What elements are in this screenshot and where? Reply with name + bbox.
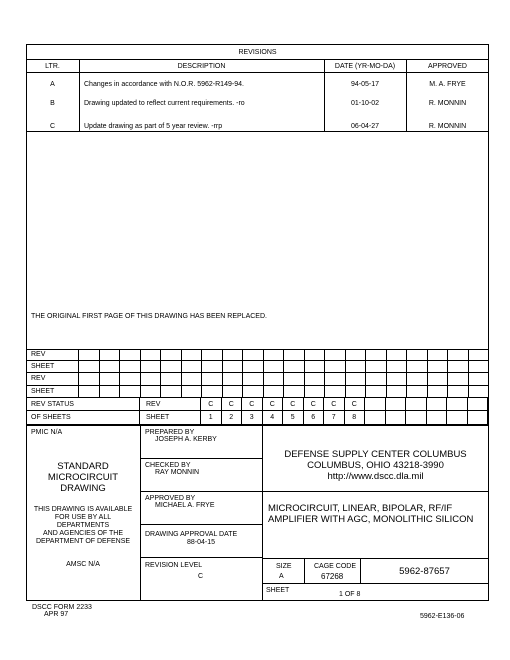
revisions-divider	[26, 59, 489, 60]
revision-level-label: REVISION LEVEL	[145, 562, 203, 569]
rev-status-cell: C	[222, 398, 243, 412]
rev-status-cell	[447, 398, 468, 412]
grid-cell	[428, 361, 449, 373]
sheet-number-cell: 6	[304, 411, 325, 425]
grid-cell	[387, 386, 408, 398]
grid-cell	[161, 361, 182, 373]
rev-col-description: DESCRIPTION	[177, 63, 226, 70]
rev-approved: M. A. FRYE	[429, 81, 466, 88]
sheet-number-cell	[447, 411, 468, 425]
grid-cell	[182, 386, 203, 398]
tb-line-3	[140, 524, 262, 525]
grid-cell	[100, 386, 121, 398]
grid-cell	[387, 373, 408, 385]
rev-description: Update drawing as part of 5 year review. -rrp	[84, 123, 223, 130]
grid-cell	[202, 361, 223, 373]
rev-vline-2	[324, 59, 325, 131]
grid-row-label: REV	[26, 349, 79, 361]
rev-status-cell: C	[201, 398, 222, 412]
grid-row-label: REV	[26, 373, 79, 385]
grid-row-label: SHEET	[26, 361, 79, 373]
standard-title-line1: STANDARD	[57, 461, 109, 472]
grid-cell	[428, 373, 449, 385]
grid-cell	[448, 361, 469, 373]
size-value: A	[279, 573, 284, 580]
rev-description: Changes in accordance with N.O.R. 5962-R149-94.	[84, 81, 244, 88]
grid-cell	[141, 386, 162, 398]
rev-approved: R. MONNIN	[428, 123, 467, 130]
tb-line-2	[140, 491, 262, 492]
grid-cell	[182, 373, 203, 385]
rev-status-label: REV STATUS	[26, 398, 140, 412]
grid-cell	[284, 349, 305, 361]
tb-line-4	[140, 557, 262, 558]
document-number: 5962-E136-06	[420, 613, 465, 620]
grid-cell	[161, 373, 182, 385]
grid-cell	[325, 361, 346, 373]
grid-cell	[428, 349, 449, 361]
checked-by-label: CHECKED BY	[145, 462, 191, 469]
availability-line5: DEPARTMENT OF DEFENSE	[35, 538, 131, 545]
grid-cell	[202, 386, 223, 398]
grid-cell	[448, 386, 469, 398]
rev-status-cell	[365, 398, 386, 412]
form-number: DSCC FORM 2233	[32, 604, 92, 611]
revision-level: C	[198, 573, 204, 580]
drawing-title-line1: MICROCIRCUIT, LINEAR, BIPOLAR, RF/IF	[268, 503, 453, 514]
availability-line4: AND AGENCIES OF THE	[43, 530, 123, 537]
cage-code: 67268	[321, 572, 344, 581]
approved-by-name: MICHAEL A. FRYE	[155, 502, 215, 509]
grid-cell	[366, 349, 387, 361]
grid-cell	[182, 349, 203, 361]
grid-cell	[141, 361, 162, 373]
grid-cell	[243, 349, 264, 361]
checked-by-name: RAY MONNIN	[155, 469, 200, 476]
grid-cell	[79, 361, 100, 373]
grid-cell	[223, 349, 244, 361]
grid-cell	[305, 373, 326, 385]
grid-cell	[346, 349, 367, 361]
size-label: SIZE	[276, 563, 292, 570]
grid-cell	[264, 361, 285, 373]
rev-label: REV	[140, 398, 201, 412]
grid-cell	[264, 373, 285, 385]
grid-cell	[407, 386, 428, 398]
rev-status-cell: C	[263, 398, 284, 412]
rev-description: Drawing updated to reflect current requirements. -ro	[84, 100, 245, 107]
sheet-number-cell	[386, 411, 407, 425]
title-block-top	[26, 425, 489, 426]
grid-cell	[120, 361, 141, 373]
grid-cell	[243, 386, 264, 398]
grid-cell	[120, 386, 141, 398]
drawing-title-line2: AMPLIFIER WITH AGC, MONOLITHIC SILICON	[268, 514, 474, 525]
grid-cell	[346, 373, 367, 385]
sheet-label-grid: SHEET	[140, 411, 201, 425]
grid-cell	[305, 361, 326, 373]
rev-date: 06-04-27	[350, 123, 380, 130]
size-vline	[304, 558, 305, 583]
availability-line1: THIS DRAWING IS AVAILABLE	[33, 506, 133, 513]
rev-col-date: DATE (YR-MO-DA)	[334, 63, 396, 70]
grid-cell	[428, 386, 449, 398]
sheet-number-cell	[468, 411, 489, 425]
grid-cell	[202, 373, 223, 385]
grid-cell	[100, 373, 121, 385]
sheet-number-cell	[406, 411, 427, 425]
rev-ltr: A	[50, 81, 55, 88]
sheet-number-cell: 1	[201, 411, 222, 425]
agency-line1: DEFENSE SUPPLY CENTER COLUMBUS	[284, 449, 467, 460]
grid-cell	[407, 349, 428, 361]
standard-title-line3: DRAWING	[60, 483, 106, 494]
rev-date: 94-05-17	[350, 81, 380, 88]
approved-by-label: APPROVED BY	[145, 495, 196, 502]
replaced-note: THE ORIGINAL FIRST PAGE OF THIS DRAWING HAS BEEN REPLACED.	[31, 313, 267, 320]
grid-cell	[284, 361, 305, 373]
rev-col-ltr: LTR.	[45, 63, 60, 70]
rev-ltr: B	[50, 100, 55, 107]
grid-cell	[469, 361, 490, 373]
rev-status-cell: C	[304, 398, 325, 412]
approval-date-label: DRAWING APPROVAL DATE	[145, 531, 238, 538]
rev-status-cell: C	[345, 398, 366, 412]
grid-cell	[284, 373, 305, 385]
rev-approved: R. MONNIN	[428, 100, 467, 107]
revisions-title: REVISIONS	[238, 49, 277, 56]
grid-cell	[243, 373, 264, 385]
sheet-label: SHEET	[266, 587, 290, 594]
grid-cell	[100, 349, 121, 361]
rev-status-cell	[406, 398, 427, 412]
grid-cell	[325, 386, 346, 398]
rev-vline-1	[79, 59, 80, 131]
prepared-by-label: PREPARED BY	[145, 429, 195, 436]
grid-cell	[366, 361, 387, 373]
grid-cell	[366, 373, 387, 385]
amsc-label: AMSC N/A	[66, 561, 100, 568]
grid-cell	[346, 386, 367, 398]
sheet-number-cell: 2	[222, 411, 243, 425]
tb-line-right-2	[262, 558, 489, 559]
availability-line3: DEPARTMENTS	[56, 522, 110, 529]
tb-line-right-1	[262, 491, 489, 492]
rev-ltr: C	[49, 123, 56, 130]
grid-cell	[469, 373, 490, 385]
grid-cell	[305, 349, 326, 361]
tb-line-1	[140, 458, 262, 459]
sheet-of: 1 OF 8	[339, 591, 361, 598]
grid-cell	[141, 349, 162, 361]
rev-status-cell: C	[283, 398, 304, 412]
grid-cell	[469, 349, 490, 361]
grid-cell	[161, 349, 182, 361]
grid-cell	[223, 386, 244, 398]
standard-title-line2: MICROCIRCUIT	[47, 472, 119, 483]
grid-cell	[141, 373, 162, 385]
agency-line2: COLUMBUS, OHIO 43218-3990	[307, 460, 444, 471]
grid-cell	[120, 349, 141, 361]
grid-cell	[223, 361, 244, 373]
grid-cell	[325, 349, 346, 361]
prepared-by-name: JOSEPH A. KERBY	[155, 436, 217, 443]
grid-cell	[79, 386, 100, 398]
availability-line2: FOR USE BY ALL	[54, 514, 112, 521]
grid-cell	[243, 361, 264, 373]
tb-line-right-3	[262, 583, 489, 584]
sheet-number-cell	[427, 411, 448, 425]
grid-row-label: SHEET	[26, 386, 79, 398]
grid-cell	[305, 386, 326, 398]
agency-url: http://www.dscc.dla.mil	[327, 471, 424, 482]
grid-cell	[79, 349, 100, 361]
grid-cell	[325, 373, 346, 385]
rev-status-cell: C	[324, 398, 345, 412]
rev-vline-3	[406, 59, 407, 131]
grid-cell	[182, 361, 203, 373]
title-block-vline-left	[140, 425, 141, 601]
rev-date: 01-10-02	[350, 100, 380, 107]
grid-cell	[346, 361, 367, 373]
revisions-header-line	[26, 72, 489, 73]
grid-cell	[223, 373, 244, 385]
sheet-number-cell: 5	[283, 411, 304, 425]
grid-cell	[264, 386, 285, 398]
rev-status-cell	[386, 398, 407, 412]
grid-cell	[100, 361, 121, 373]
grid-cell	[264, 349, 285, 361]
grid-cell	[448, 349, 469, 361]
sheet-number-cell: 3	[242, 411, 263, 425]
sheet-number-cell: 8	[345, 411, 366, 425]
approval-date: 88-04-15	[186, 539, 216, 546]
drawing-number: 5962-87657	[399, 566, 450, 577]
grid-cell	[202, 349, 223, 361]
rev-status-cell	[427, 398, 448, 412]
revisions-bottom-line	[26, 131, 489, 132]
sheet-number-cell: 4	[263, 411, 284, 425]
rev-status-cell	[468, 398, 489, 412]
sheet-number-cell: 7	[324, 411, 345, 425]
grid-cell	[161, 386, 182, 398]
form-date: APR 97	[44, 611, 69, 618]
cage-code-label: CAGE CODE	[314, 563, 357, 570]
grid-cell	[448, 373, 469, 385]
of-sheets-label: OF SHEETS	[26, 411, 140, 425]
grid-cell	[366, 386, 387, 398]
grid-cell	[284, 386, 305, 398]
rev-status-cell: C	[242, 398, 263, 412]
rev-col-approved: APPROVED	[428, 63, 467, 70]
sheet-number-cell	[365, 411, 386, 425]
grid-cell	[387, 349, 408, 361]
grid-cell	[387, 361, 408, 373]
pmic-label: PMIC N/A	[31, 429, 63, 436]
grid-cell	[120, 373, 141, 385]
grid-cell	[469, 386, 490, 398]
grid-cell	[79, 373, 100, 385]
grid-cell	[407, 361, 428, 373]
grid-cell	[407, 373, 428, 385]
